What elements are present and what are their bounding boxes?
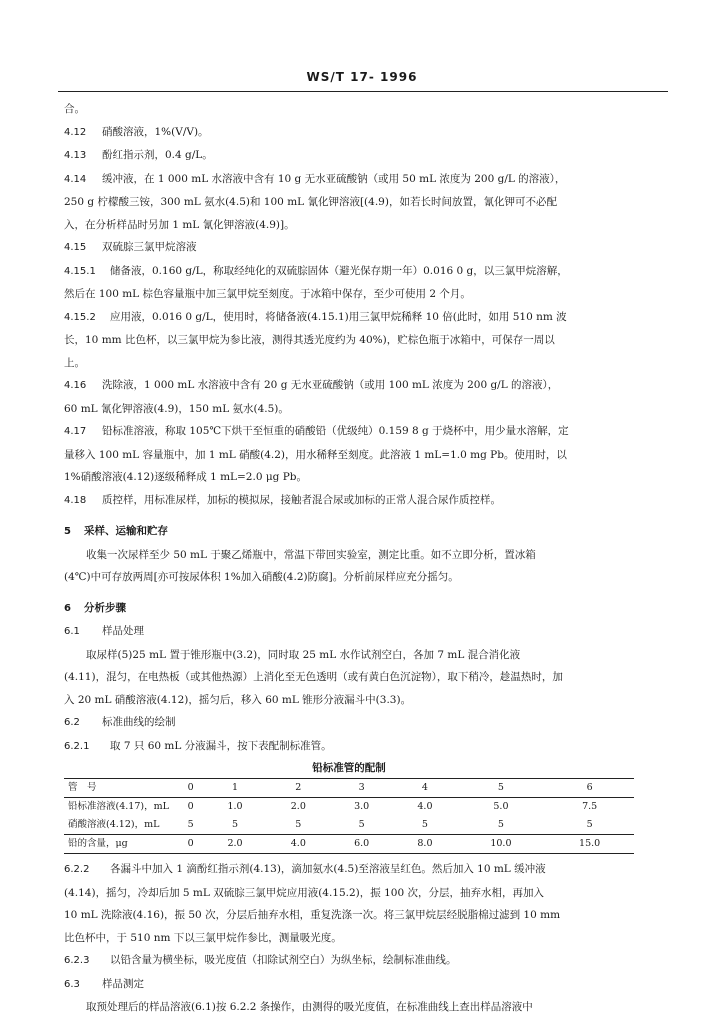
table-row	[64, 798, 634, 817]
section-6-1-line: 取尿样(5)25 mL 置于锥形瓶中(3.2)，同时取 25 mL 水作试剂空白，各加 7 mL 混合消化液	[86, 648, 521, 661]
table-cell: 5	[231, 819, 239, 830]
reagent-line	[64, 283, 634, 306]
reagent-line	[64, 306, 634, 330]
table-cell: 3.0	[354, 801, 370, 812]
section-6-2-3: 6.2.3 以铅含量为横坐标，吸光度值（扣除试剂空白）为纵坐标，绘制标准曲线。	[64, 954, 457, 966]
section-6-2-heading: 6.2 标准曲线的绘制	[64, 716, 176, 728]
clause-text: 硝酸溶液，1%(V/V)。	[102, 125, 209, 138]
section-6-1-line: 入 20 mL 硝酸溶液(4.12)，摇匀后，移入 60 mL 锥形分液漏斗中(3.3)。	[64, 693, 412, 706]
table-header-cell: 4	[393, 779, 456, 798]
header-rule	[58, 91, 668, 92]
section-5-line: (4℃)中可存放两周[亦可按尿体积 1%加入硝酸(4.2)防腐]。分析前尿样应充分摇匀。	[64, 571, 459, 583]
table-header-cell: 管 号	[64, 779, 178, 798]
table-cell: 5	[497, 819, 504, 830]
document-body	[64, 98, 634, 1019]
table-cell: 5	[421, 819, 428, 830]
standard-tubes-table	[64, 778, 634, 854]
table-cell: 7.5	[582, 801, 598, 812]
reagent-line	[64, 236, 634, 260]
clause-text: 储备液，0.160 g/L，称取经纯化的双硫腙固体（避光保存期一年）0.016 0 g，以三氯甲烷溶解，	[110, 264, 568, 277]
clause-text: 250 g 柠檬酸三铵，300 mL 氨水(4.5)和 100 mL 氰化钾溶液[(4.9)，如若长时间放置，氰化钾可不必配	[64, 196, 557, 208]
table-cell: 铅标准溶液(4.17)，mL	[68, 801, 169, 812]
clause-text: 双硫腙三氯甲烷溶液	[102, 241, 197, 253]
table-cell: 6.0	[330, 835, 393, 854]
clause-text: 应用液，0.016 0 g/L，使用时，将储备液(4.15.1)用三氯甲烷稀释 10 倍(此时，如用 510 nm 波	[110, 310, 567, 323]
clause-number: 4.14	[64, 173, 87, 185]
section-6-1-line: (4.11)，混匀，在电热板（或其他热源）上消化至无色透明（或有黄白色沉淀物），取下稍冷，趁温热时，加	[64, 671, 563, 683]
clause-text: 60 mL 氰化钾溶液(4.9)，150 mL 氨水(4.5)。	[64, 402, 289, 415]
table-header-row	[64, 779, 634, 798]
clause-text: 1%硝酸溶液(4.12)逐级稀释成 1 mL=2.0 μg Pb。	[64, 471, 308, 483]
table-cell: 1.0	[227, 801, 243, 812]
clause-number: 4.13	[64, 150, 87, 161]
section-6-3-line: 取预处理后的样品溶液(6.1)按 6.2.2 条操作，由测得的吸光度值，在标准曲线上查出样品溶液中	[86, 1001, 533, 1013]
table-cell: 5.0	[493, 801, 509, 812]
reagent-line	[64, 98, 634, 121]
section-6-2-2: 6.2.2 各漏斗中加入 1 滴酚红指示剂(4.13)，滴加氨水(4.5)至溶液呈红色。然后加入 10 mL 缓冲液	[64, 863, 546, 875]
reagent-line	[64, 214, 634, 237]
table-header-cell: 1	[203, 779, 266, 798]
reagent-line	[64, 352, 634, 375]
clause-text: 缓冲液，在 1 000 mL 水溶液中含有 10 g 无水亚硫酸钠（或用 50 mL 浓度为 200 g/L 的溶液），	[102, 172, 566, 185]
table-cell: 0	[178, 835, 203, 854]
table-cell: 0	[187, 801, 194, 812]
reagent-line	[64, 374, 634, 398]
table-row	[64, 816, 634, 835]
clause-number: 4.12	[64, 126, 87, 138]
clause-number: 4.15.2	[64, 311, 96, 323]
table-cell: 2.0	[290, 801, 306, 812]
section-6-2-2-line: 10 mL 洗除液(4.16)，振 50 次，分层后抽弃水相，重复洗涤一次。将三氯甲烷层经脱脂棉过滤到 10 mm	[64, 909, 561, 921]
reagent-line	[64, 329, 634, 352]
table-row	[64, 835, 634, 854]
section-6-heading: 6 分析步骤	[64, 601, 126, 614]
clause-text: 入，在分析样品时另加 1 mL 氰化钾溶液(4.9)]。	[64, 218, 295, 231]
clause-number: 4.16	[64, 380, 87, 391]
table-cell: 硝酸溶液(4.12)，mL	[68, 819, 160, 830]
clause-text: 长，10 mm 比色杯，以三氯甲烷为参比液，测得其透光度约为 40%)，贮棕色瓶于冰箱中，可保存一周以	[64, 334, 555, 346]
reagent-line	[64, 466, 634, 489]
table-cell: 5	[586, 819, 593, 830]
reagent-line	[64, 444, 634, 467]
table-header-cell: 6	[545, 779, 634, 798]
clause-text: 量移入 100 mL 容量瓶中，加 1 mL 硝酸(4.2)，用水稀释至刻度。此溶液 1 mL=1.0 mg Pb。使用时，以	[64, 448, 567, 461]
section-5-heading: 5 采样、运输和贮存	[64, 525, 168, 537]
table-caption: 铅标准管的配制	[312, 762, 386, 774]
table-header-cell: 2	[267, 779, 330, 798]
reagent-line	[64, 121, 634, 145]
table-cell: 2.0	[203, 835, 266, 854]
clause-text: 铅标准溶液，称取 105℃下烘干至恒重的硝酸铅（优级纯）0.159 8 g 于烧杯中，用少量水溶解，定	[102, 425, 569, 437]
reagent-line	[64, 398, 634, 421]
table-header-cell: 5	[457, 779, 546, 798]
page-header: WS/T 17- 1996	[306, 70, 418, 84]
clause-text: 合。	[64, 103, 85, 115]
reagent-line	[64, 191, 634, 214]
table-cell: 8.0	[393, 835, 456, 854]
reagent-line	[64, 168, 634, 192]
reagent-line	[64, 489, 634, 513]
reagent-line	[64, 144, 634, 168]
reagent-list	[64, 98, 634, 512]
section-6-2-1: 6.2.1 取 7 只 60 mL 分液漏斗，按下表配制标准管。	[64, 739, 332, 752]
clause-number: 4.15.1	[64, 265, 96, 277]
section-6-3-heading: 6.3 样品测定	[64, 977, 144, 990]
table-cell: 10.0	[457, 835, 546, 854]
table-cell: 4.0	[417, 801, 433, 812]
clause-text: 然后在 100 mL 棕色容量瓶中加三氯甲烷至刻度。于冰箱中保存，至少可使用 2 个月。	[64, 288, 471, 300]
clause-number: 4.15	[64, 242, 87, 253]
table-cell: 5	[187, 819, 194, 830]
clause-text: 质控样，用标准尿样，加标的模拟尿，接触者混合尿或加标的正常人混合尿作质控样。	[102, 493, 501, 506]
clause-number: 4.18	[64, 494, 87, 506]
clause-text: 上。	[64, 356, 85, 369]
table-header-cell: 0	[178, 779, 203, 798]
clause-number: 4.17	[64, 426, 87, 437]
table-cell: 5	[295, 819, 302, 830]
section-6-2-2-line: 比色杯中，于 510 nm 下以三氯甲烷作参比，测量吸光度。	[64, 931, 342, 944]
section-6-2-2-line: (4.14)，摇匀，冷却后加 5 mL 双硫腙三氯甲烷应用液(4.15.2)，振 100 次，分层，抽弃水相，再加入	[64, 886, 544, 899]
table-cell: 5	[358, 819, 365, 830]
section-5-line: 收集一次尿样至少 50 mL 于聚乙烯瓶中，常温下带回实验室，测定比重。如不立即分析，置冰箱	[86, 548, 536, 561]
clause-text: 酚红指示剂，0.4 g/L。	[102, 149, 213, 161]
reagent-line	[64, 260, 634, 284]
table-cell: 4.0	[267, 835, 330, 854]
table-cell: 15.0	[545, 835, 634, 854]
section-6-1-heading: 6.1 样品处理	[64, 625, 144, 637]
table-cell: 铅的含量，μg	[64, 835, 178, 854]
reagent-line	[64, 420, 634, 444]
table-header-cell: 3	[330, 779, 393, 798]
clause-text: 洗除液，1 000 mL 水溶液中含有 20 g 无水亚硫酸钠（或用 100 mL 浓度为 200 g/L 的溶液），	[102, 379, 559, 391]
